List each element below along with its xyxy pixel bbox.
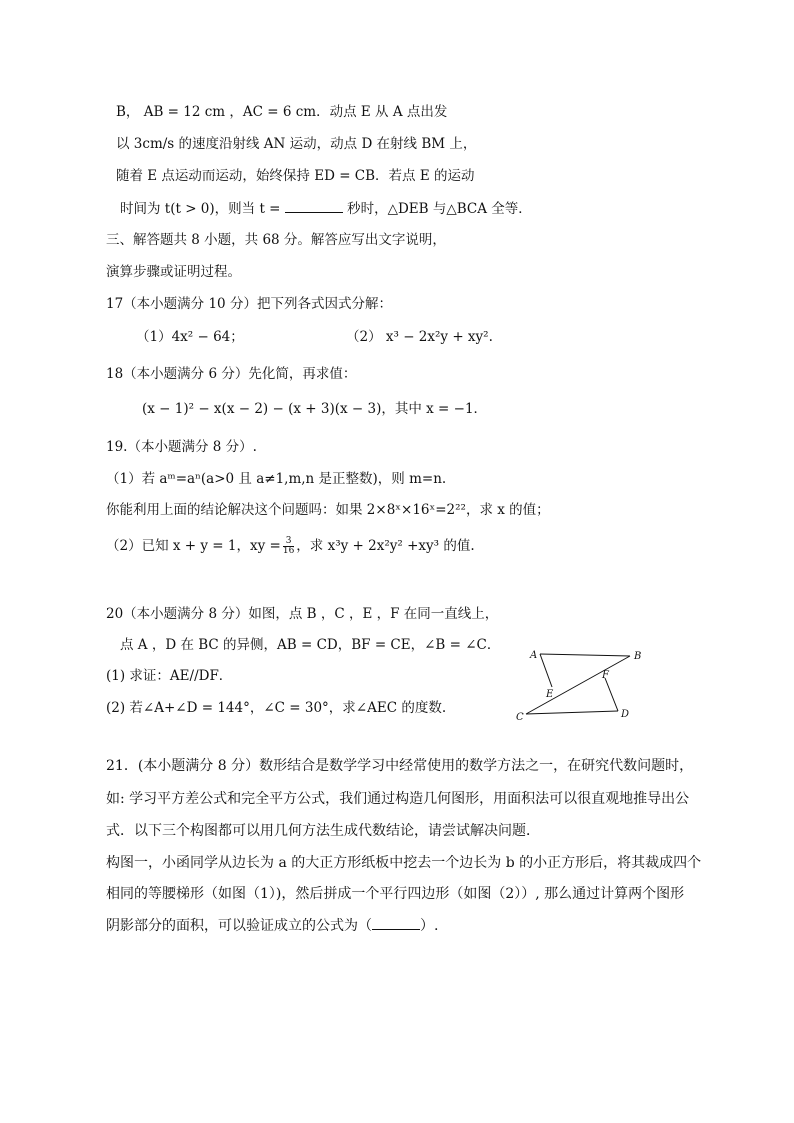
label-D: D [621, 709, 630, 720]
question19-part2 [106, 537, 475, 556]
problem16-line2: 以 3cm/s 的速度沿射线 AN 运动，动点 D 在射线 BM 上， [116, 136, 477, 152]
question19-stem: 19.（本小题满分 8 分）. [106, 439, 257, 455]
question21-line6-start: 阴影部分的面积，可以验证成立的公式为（ [106, 918, 372, 934]
question21-line6 [106, 916, 438, 935]
problem16-line1: B， AB = 12 cm ，AC = 6 cm．动点 E 从 A 点出发 [116, 104, 448, 120]
question20-part1: (1) 求证：AE//DF． [106, 668, 233, 684]
question20-stem: 20（本小题满分 8 分）如图，点 B ，C ，E ，F 在同一直线上， [106, 606, 499, 622]
question17-part2: （2） x³ − 2x²y + xy². [346, 329, 493, 345]
segment-AB [540, 654, 630, 656]
label-C: C [516, 712, 524, 723]
problem16-line4-end: 秒时，△DEB 与△BCA 全等． [347, 201, 532, 217]
section3-heading-cont: 演算步骤或证明过程。 [106, 264, 241, 280]
question17-part1: （1）4x² − 64； [136, 329, 244, 345]
formula-blank[interactable] [372, 916, 420, 930]
question19-part1: （1）若 aᵐ=aⁿ(a>0 且 a≠1,m,n 是正整数)，则 m=n. [106, 471, 447, 487]
label-E: E [546, 689, 554, 700]
geometry-figure [508, 645, 658, 723]
question21-line2: 如: 学习平方差公式和完全平方公式，我们通过构造几何图形，用面积法可以很直观地推导出公 [106, 791, 690, 807]
question21-line5: 相同的等腰梯形（如图（1）)，然后拼成一个平行四边形（如图（2））, 那么通过计算两个图形 [106, 886, 685, 902]
problem16-line4-start: 时间为 t(t > 0)，则当 t = [120, 201, 281, 217]
question20-stem-cont: 点 A ，D 在 BC 的异侧，AB = CD，BF = CE，∠B = ∠C． [120, 637, 501, 653]
fraction-numerator: 3 [283, 537, 294, 547]
question21-line1: 21．(本小题满分 8 分）数形结合是数学学习中经常使用的数学方法之一，在研究代数问题时， [106, 758, 694, 774]
segment-AE [540, 654, 552, 687]
question19-part2-start: （2）已知 x + y = 1，xy = [106, 538, 281, 554]
question18-expression: (x − 1)² − x(x − 2) − (x + 3)(x − 3)，其中 x = −1． [142, 401, 488, 417]
question18-stem: 18（本小题满分 6 分）先化简，再求值： [106, 366, 357, 382]
section3-heading: 三、解答题共 8 小题，共 68 分。解答应写出文字说明， [106, 232, 446, 248]
label-A: A [530, 650, 538, 661]
answer-blank[interactable] [285, 199, 343, 213]
question19-part2-end: ，求 x³y + 2x²y² +xy³ 的值. [296, 538, 475, 554]
question21-line4: 构图一，小函同学从边长为 a 的大正方形纸板中挖去一个边长为 b 的小正方形后，将其裁成四个 [106, 855, 702, 871]
problem16-line3: 随着 E 点运动而运动，始终保持 ED = CB．若点 E 的运动 [116, 168, 475, 184]
question19-part1-task: 你能利用上面的结论解决这个问题吗：如果 2×8ˣ×16ˣ=2²²，求 x 的值； [106, 502, 550, 518]
label-B: B [634, 651, 642, 662]
segment-CD [526, 711, 618, 714]
segment-BC [526, 656, 630, 714]
label-F: F [602, 670, 609, 681]
problem16-line4 [120, 199, 532, 218]
question21-line3: 式．以下三个构图都可以用几何方法生成代数结论，请尝试解决问题． [106, 823, 540, 839]
segment-DF [605, 678, 618, 711]
question17-stem: 17（本小题满分 10 分）把下列各式因式分解： [106, 296, 392, 312]
fraction-denominator: 16 [282, 546, 295, 556]
question20-part2: (2) 若∠A+∠D = 144°，∠C = 30°，求∠AEC 的度数. [106, 700, 447, 716]
fraction-3-16 [283, 537, 294, 556]
question21-line6-end: ）. [420, 918, 439, 934]
